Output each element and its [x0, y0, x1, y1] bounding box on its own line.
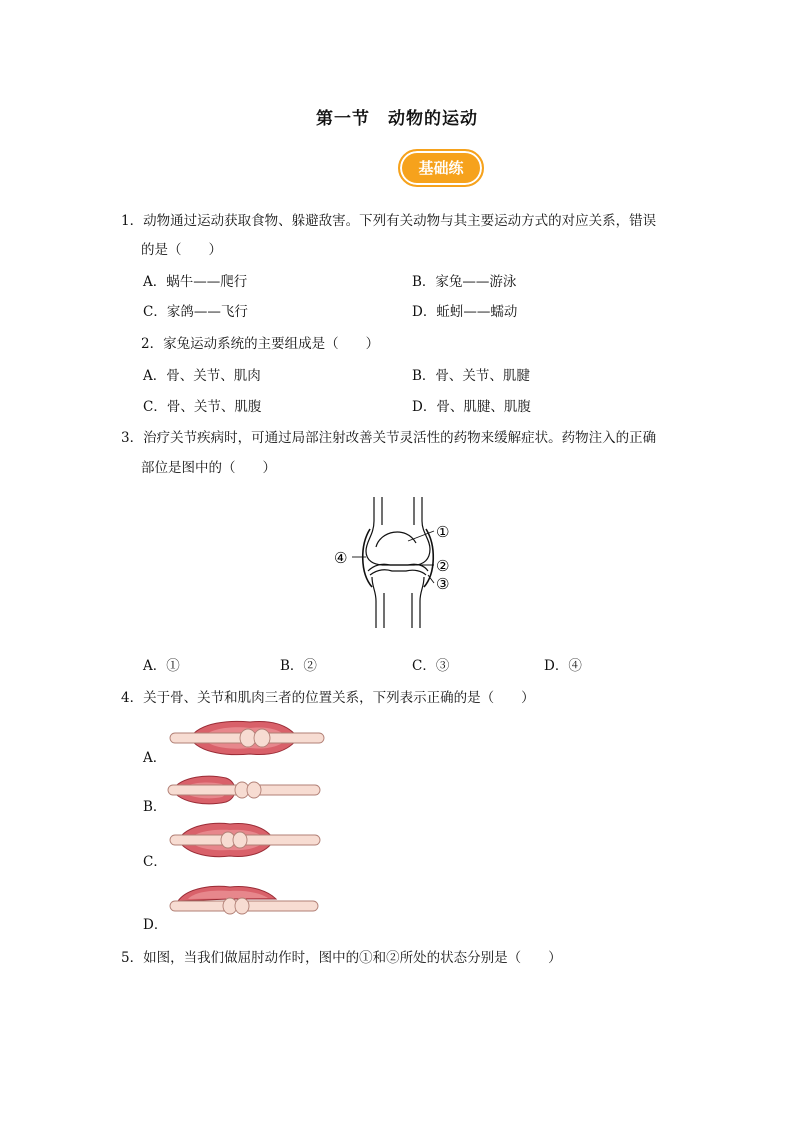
figure-label-4: ④ [334, 549, 348, 567]
figure-label-2: ② [436, 557, 450, 575]
q3-option-c[interactable]: C．③ [412, 658, 450, 674]
q3-stem-line1: 3．治疗关节疾病时，可通过局部注射改善关节灵活性的药物来缓解症状。药物注入的正确 [121, 430, 657, 446]
page-title: 第一节 动物的运动 [316, 109, 478, 129]
q4-figure-c[interactable] [170, 820, 320, 860]
joint-diagram [330, 495, 470, 630]
q4-option-c[interactable]: C． [143, 854, 167, 870]
q1-option-a[interactable]: A．蜗牛——爬行 [143, 274, 248, 290]
q2-stem: 2．家兔运动系统的主要组成是（ ） [141, 336, 380, 352]
q1-option-c[interactable]: C．家鸽——飞行 [143, 304, 248, 320]
q4-option-d[interactable]: D． [143, 917, 168, 933]
q3-option-d[interactable]: D．④ [544, 658, 582, 674]
badge-label: 基础练 [418, 159, 464, 177]
q2-option-b[interactable]: B．骨、关节、肌腱 [412, 368, 530, 384]
q4-figure-b[interactable] [168, 772, 320, 808]
q2-option-d[interactable]: D．骨、肌腱、肌腹 [412, 399, 531, 415]
q4-figure-d[interactable] [170, 885, 318, 919]
q1-option-d[interactable]: D．蚯蚓——蠕动 [412, 304, 518, 320]
q1-option-b[interactable]: B．家兔——游泳 [412, 274, 517, 290]
q3-option-b[interactable]: B．② [280, 658, 317, 674]
q2-option-c[interactable]: C．骨、关节、肌腹 [143, 399, 262, 415]
section-badge [398, 149, 484, 187]
q3-option-a[interactable]: A．① [143, 658, 180, 674]
q2-option-a[interactable]: A．骨、关节、肌肉 [143, 368, 261, 384]
q4-stem: 4．关于骨、关节和肌肉三者的位置关系，下列表示正确的是（ ） [121, 690, 535, 706]
q4-option-b[interactable]: B． [143, 799, 167, 815]
figure-label-1: ① [436, 523, 450, 541]
q1-stem-line1: 1．动物通过运动获取食物、躲避敌害。下列有关动物与其主要运动方式的对应关系，错误 [121, 213, 657, 229]
figure-label-3: ③ [436, 575, 450, 593]
q3-stem-line2: 部位是图中的（ ） [141, 460, 276, 476]
q4-option-a[interactable]: A． [143, 750, 167, 766]
q5-stem: 5．如图，当我们做屈肘动作时，图中的①和②所处的状态分别是（ ） [121, 950, 562, 966]
q1-stem-line2: 的是（ ） [141, 242, 222, 258]
q4-figure-a[interactable] [170, 718, 325, 758]
